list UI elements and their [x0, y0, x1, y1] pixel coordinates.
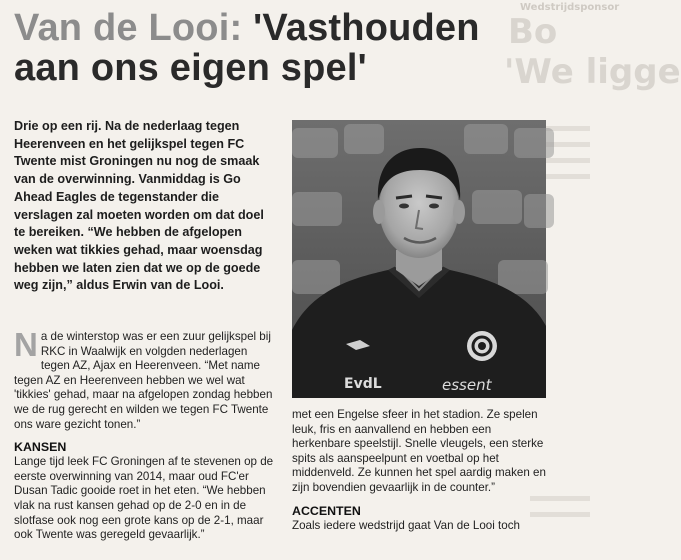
- article-column-right: [292, 408, 550, 533]
- article-intro: Drie op een rij. Na de nederlaag tegen Heerenveen en het gelijkspel tegen FC Twente mist Groningen nu nog de smaak van de overwinning. Vanmiddag is Go Ahead Eagles de tegenstander die verslagen zal moeten worden om dat doel te bereiken. “We hebben de afgelopen weken wat tikkies gehad, maar woensdag hebben we laten zien dat we op de goede weg zijn,” aldus Erwin van de Looi.: [14, 119, 264, 293]
- shirt-initials: EvdL: [344, 376, 382, 392]
- paragraph-text: a de winterstop was er een zuur gelijkspel bij RKC in Waalwijk en volgden nederlagen tegen AZ, Ajax en Heerenveen. “Met name tegen AZ en Heerenveen hebben we wel wat 'tikkies' gehad, maar na afgelopen zondag hebben we de rug gerecht en wilden we tegen FC Twente ons ware gezicht tonen.”: [14, 330, 273, 431]
- paragraph: Zoals iedere wedstrijd gaat Van de Looi toch: [292, 518, 520, 532]
- paragraph: met een Engelse sfeer in het stadion. Ze spelen leuk, fris en aanvallend en hebben een herkenbare speelstijl. Snelle vleugels, een sterke spits als aanspeelpunt en voetbal op het middenveld. Ze kunnen het spel aardig maken en zijn bovendien gevaarlijk in de counter.”: [292, 408, 546, 494]
- article-column-left: [14, 326, 276, 543]
- ghost-headline-2: 'We ligge: [504, 52, 681, 92]
- subheading-accenten: ACCENTEN: [292, 503, 361, 518]
- subheading-kansen: KANSEN: [14, 440, 67, 455]
- shirt-sponsor: essent: [442, 376, 492, 394]
- headline-quote: 'Vasthouden aan ons eigen spel': [14, 7, 480, 89]
- portrait-illustration: [292, 120, 546, 398]
- paragraph: Lange tijd leek FC Groningen af te stevenen op de eerste overwinning van 2014, maar oud FC'er Dusan Tadic gooide roet in het eten. “We hebben vlak na rust kansen gehad op de 2-0 en in de slotfase ook nog een grote kans op de 2-1, maar ook Twente was geregeld gevaarlijk.”: [14, 455, 274, 542]
- article-headline: [14, 8, 514, 88]
- headline-name: Van de Looi:: [14, 7, 243, 49]
- ghost-headline-1: Bo: [508, 12, 558, 52]
- paragraph: [14, 326, 276, 432]
- drop-cap: N: [14, 326, 38, 363]
- ghost-sponsor-label: Wedstrijdsponsor: [520, 2, 620, 13]
- coach-photo: [292, 120, 546, 398]
